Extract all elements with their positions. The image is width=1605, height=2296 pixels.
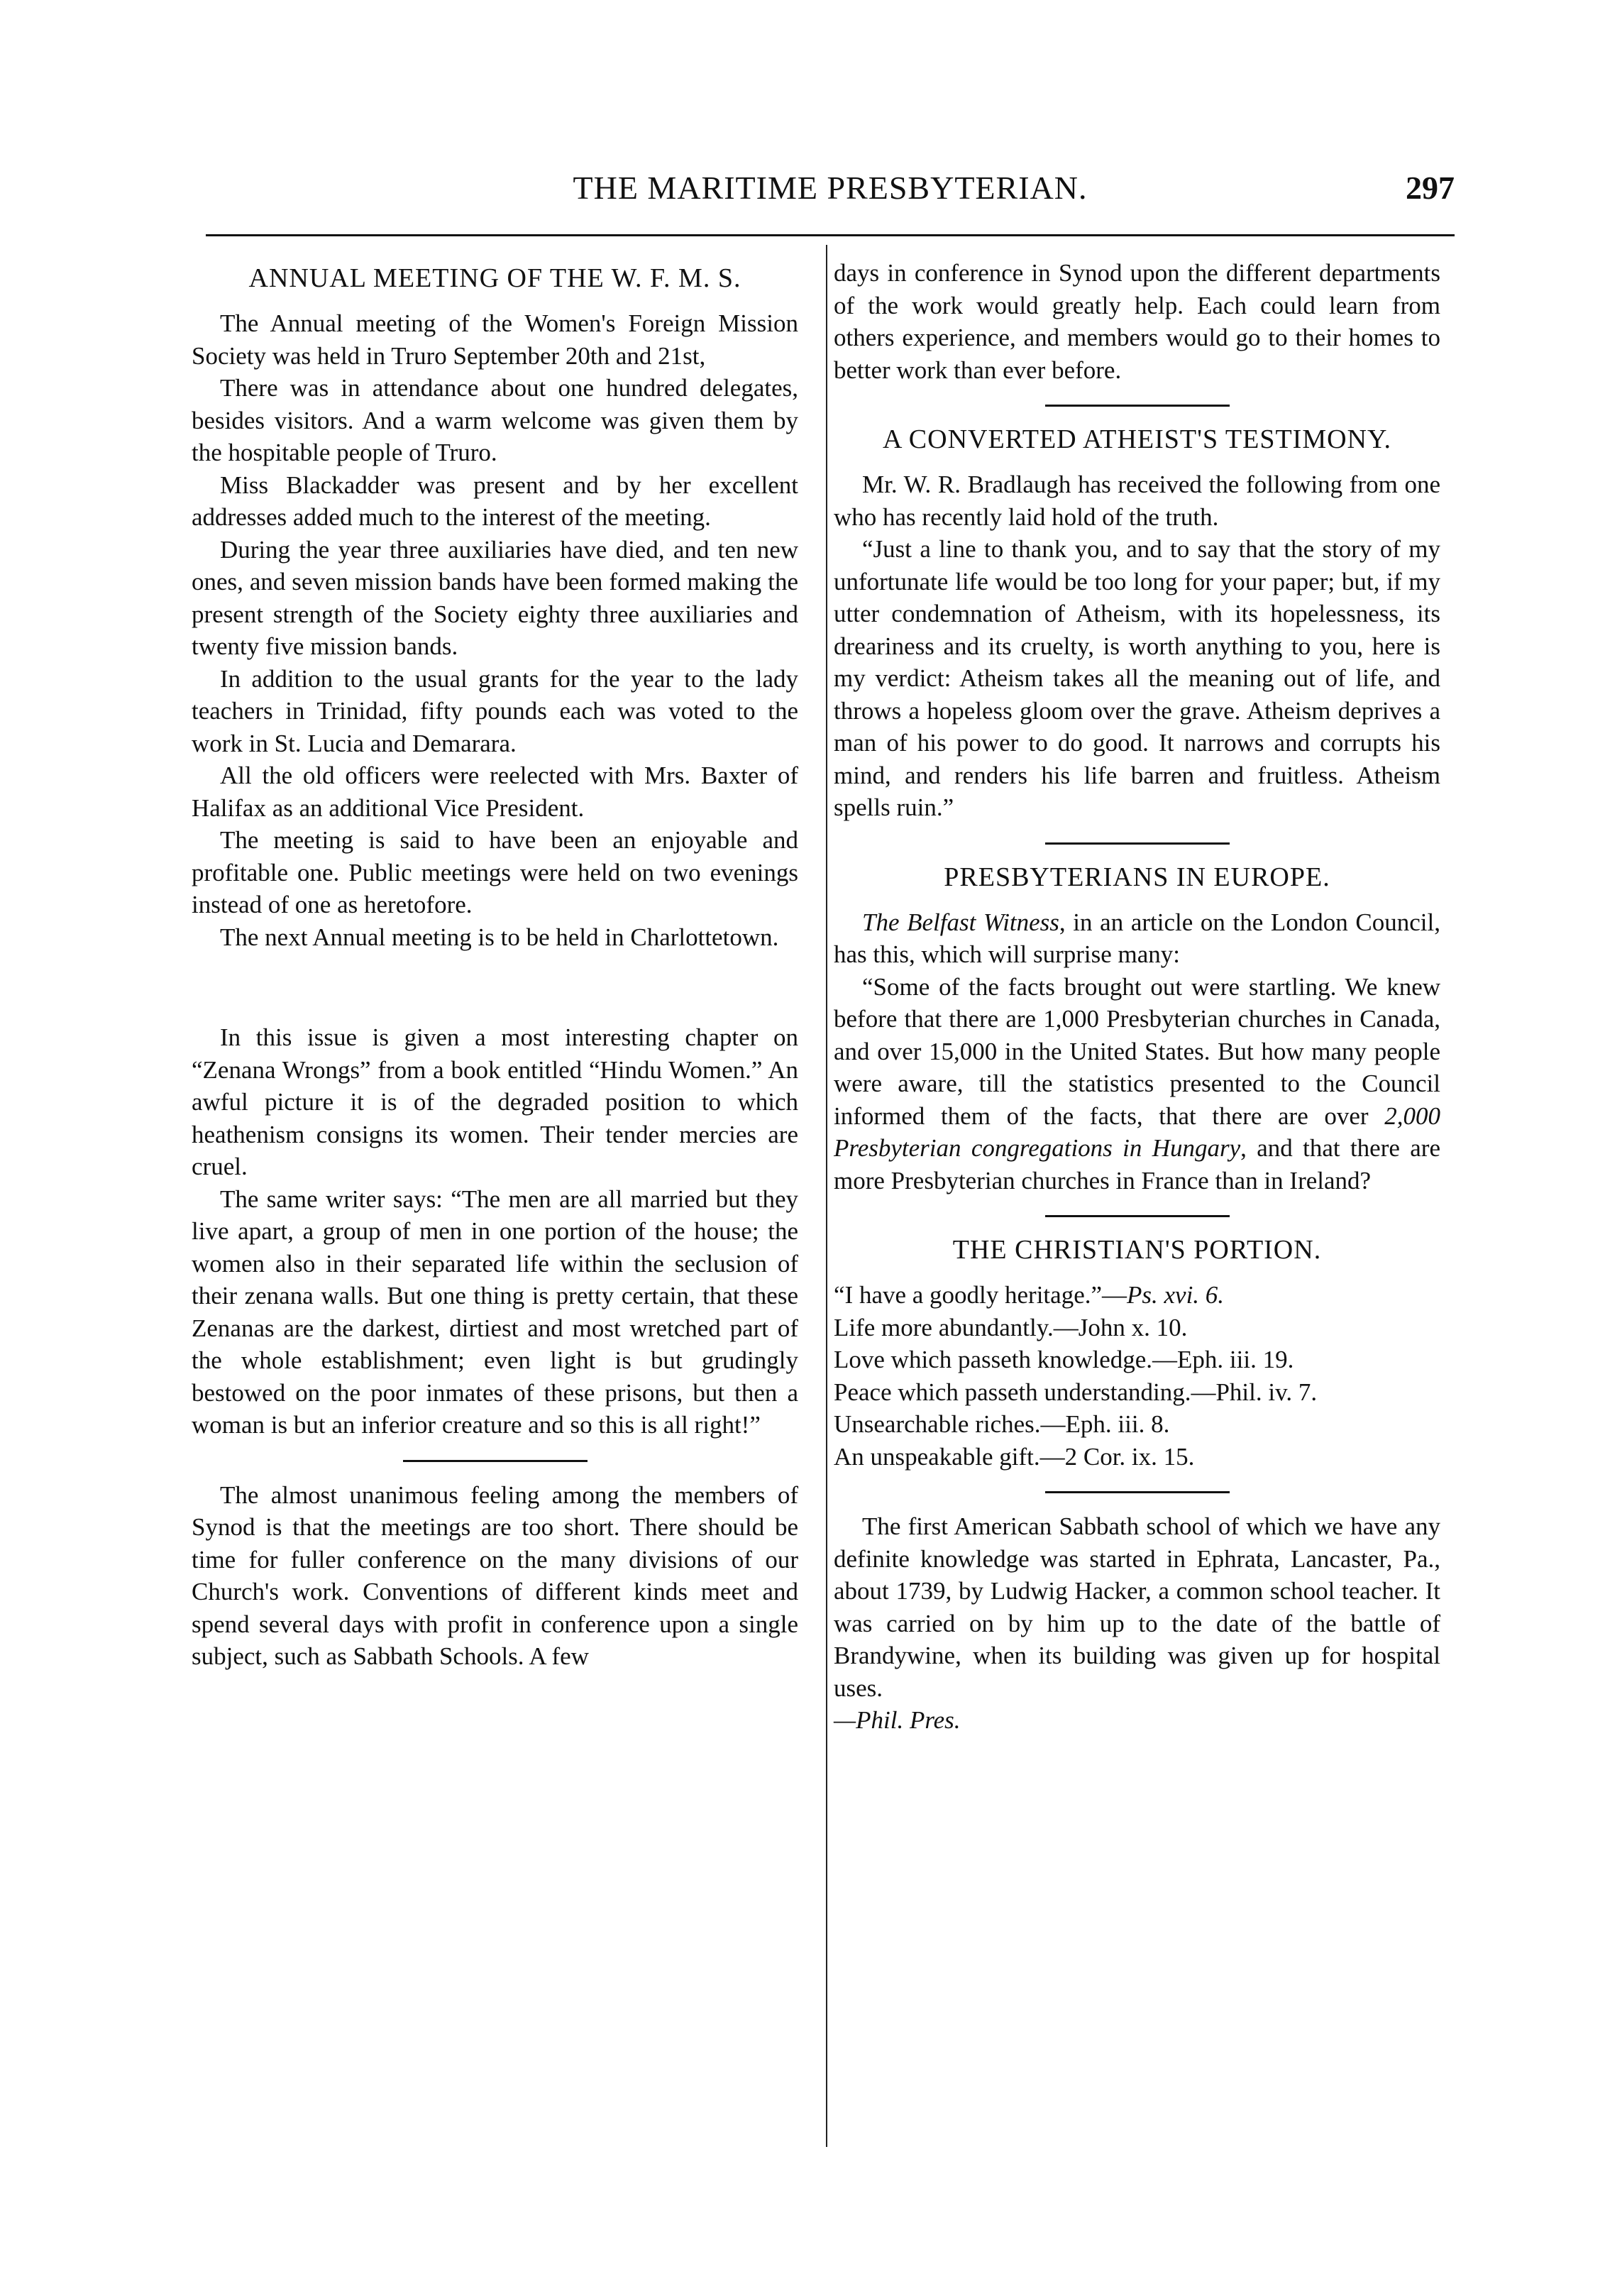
article-zenana bbox=[192, 1021, 798, 1441]
paragraph: The Annual meeting of the Women's Foreign Mission Society was held in Truro September 20th and 21st, bbox=[192, 309, 798, 370]
text-run: “Some of the facts brought out were startling. We knew before that there are 1,000 Presbyterian churches in Canada, and over 15,000 in the United States. But how many people were aware, till the statistics presented to the Council informed them of the facts, that there are over bbox=[834, 972, 1440, 1130]
paragraph: Mr. W. R. Bradlaugh has received the following from one who has recently laid hold of the truth. bbox=[834, 471, 1440, 531]
text-run: , in an article on the London Council, has this, which will surprise many: bbox=[834, 908, 1441, 968]
paragraph: All the old officers were reelected with Mrs. Baxter of Halifax as an additional Vice President. bbox=[192, 762, 798, 822]
section-rule bbox=[403, 1460, 588, 1462]
paragraph: The almost unanimous feeling among the members of Synod is that the meetings are too short. There should be time for fuller conference on the many divisions of our Church's work. Conventions of different kinds meet and spend several days with profit in conference upon a single subject, such as Sabbath Schools. A few bbox=[192, 1481, 798, 1670]
paragraph: During the year three auxiliaries have died, and ten new ones, and seven mission bands have been formed making the present strength of the Society eighty three auxiliaries and twenty five mission bands. bbox=[192, 535, 798, 660]
paragraph bbox=[834, 971, 1440, 1197]
paragraph: Miss Blackadder was present and by her excellent addresses added much to the interest of the meeting. bbox=[192, 471, 798, 531]
left-column bbox=[192, 257, 798, 1673]
emphasis: 2,000 Presbyterian congregations in Hungary bbox=[834, 1102, 1440, 1162]
article-christians-portion bbox=[834, 1234, 1440, 1473]
scripture-line bbox=[834, 1279, 1440, 1312]
section-rule bbox=[1045, 1215, 1230, 1217]
paragraph: There was in attendance about one hundred delegates, besides visitors. And a warm welcome was given them by the hospitable people of Truro. bbox=[192, 374, 798, 466]
article-heading: THE CHRISTIAN'S PORTION. bbox=[952, 1235, 1322, 1265]
source-credit: —Phil. Pres. bbox=[834, 1706, 961, 1734]
article-synod bbox=[192, 1479, 798, 1673]
paragraph: In addition to the usual grants for the year to the lady teachers in Trinidad, fifty pounds each was voted to the work in St. Lucia and Demarara. bbox=[192, 664, 798, 757]
section-gap bbox=[192, 987, 798, 1021]
paragraph: The meeting is said to have been an enjoyable and profitable one. Public meetings were held on two evenings instead of one as heretofore. bbox=[192, 826, 798, 918]
article-sabbath-school bbox=[834, 1510, 1440, 1737]
article-presbyterians-europe bbox=[834, 862, 1440, 1197]
text-run: The first American Sabbath school of which we have any definite knowledge was started in Ephrata, Lancaster, Pa., about 1739, by Ludwig Hacker, a common school teacher. It was carried on by him up to the date of the battle of Brandywine, when its building was given up for hospital uses. bbox=[834, 1512, 1440, 1702]
scripture-line: Love which passeth knowledge.—Eph. iii. 19. bbox=[834, 1346, 1294, 1373]
paragraph bbox=[834, 1510, 1440, 1737]
scripture-line: Unsearchable riches.—Eph. iii. 8. bbox=[834, 1410, 1170, 1438]
article-converted-atheist bbox=[834, 424, 1440, 824]
paragraph: The next Annual meeting is to be held in Charlottetown. bbox=[220, 923, 779, 951]
running-title: THE MARITIME PRESBYTERIAN. bbox=[573, 170, 1088, 206]
scripture-line: Life more abundantly.—John x. 10. bbox=[834, 1313, 1188, 1341]
article-annual-meeting bbox=[192, 263, 798, 953]
column-divider bbox=[826, 245, 827, 2147]
right-column bbox=[834, 257, 1440, 1737]
publication-title: The Belfast Witness bbox=[862, 908, 1059, 936]
text-run: “I have a goodly heritage.”— bbox=[834, 1281, 1127, 1309]
article-heading: ANNUAL MEETING OF THE W. F. M. S. bbox=[248, 263, 741, 293]
section-gap bbox=[192, 953, 798, 987]
paragraph: The same writer says: “The men are all married but they live apart, a group of men in one portion of the house; the women also in their separated life within the seclusion of their zenana walls. But one thing is pretty certain, that these Zenanas are the darkest, dirtiest and most wretched part of the whole establishment; even light is but grudingly bestowed on the poor inmates of these prisons, but then a woman is but an inferior creature and so this is all right!” bbox=[192, 1185, 798, 1439]
page-number: 297 bbox=[1406, 170, 1455, 206]
section-rule bbox=[1045, 405, 1230, 407]
paragraph: “Just a line to thank you, and to say that the story of my unfortunate life would be too long for your paper; but, if my utter condemnation of Atheism, with its hopelessness, its dreariness and its cruelty, is worth anything to you, here is my verdict: Atheism takes all the meaning out of life, and throws a hopeless gloom over the grave. Atheism deprives a man of his power to do good. It narrows and corrupts his mind, and renders his life barren and fruitless. Atheism spells ruin.” bbox=[834, 535, 1440, 821]
section-rule bbox=[1045, 842, 1230, 845]
article-heading: PRESBYTERIANS IN EUROPE. bbox=[944, 862, 1330, 892]
scripture-line: Peace which passeth understanding.—Phil. iv. 7. bbox=[834, 1378, 1318, 1406]
paragraph: In this issue is given a most interesting chapter on “Zenana Wrongs” from a book entitled “Hindu Women.” An awful picture it is of the degraded position to which heathenism consigns its women. Their tender mercies are cruel. bbox=[192, 1023, 798, 1180]
paragraph bbox=[834, 906, 1440, 971]
page-header bbox=[206, 169, 1455, 219]
article-synod-continued bbox=[834, 257, 1440, 386]
paragraph: days in conference in Synod upon the different departments of the work would greatly help. Each could learn from others experience, and members would go to their homes to better work than ever before. bbox=[834, 259, 1440, 384]
section-rule bbox=[1045, 1491, 1230, 1493]
scripture-line: An unspeakable gift.—2 Cor. ix. 15. bbox=[834, 1442, 1195, 1471]
article-heading: A CONVERTED ATHEIST'S TESTIMONY. bbox=[882, 424, 1392, 454]
header-rule bbox=[206, 234, 1455, 236]
text-run: , and that there are more Presbyterian churches in France than in Ireland? bbox=[834, 1134, 1440, 1194]
scripture-ref: Ps. xvi. 6. bbox=[1127, 1281, 1225, 1309]
